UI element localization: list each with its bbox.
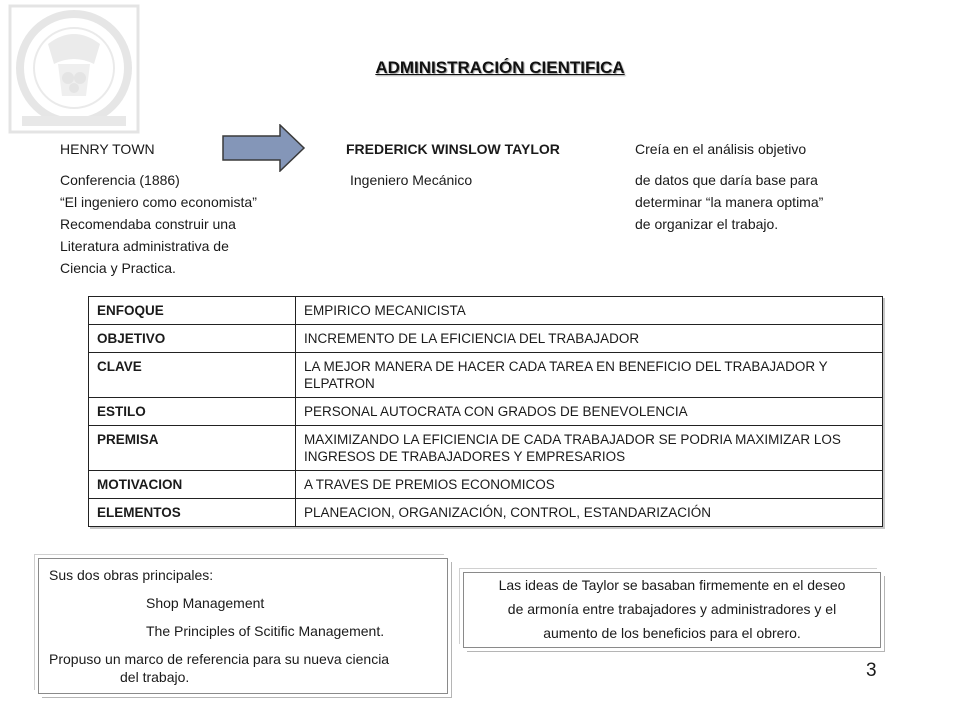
works-intro: Sus dos obras principales:: [49, 567, 214, 583]
right-arrow-icon: [222, 124, 306, 172]
taylor-characteristics-table: [88, 296, 883, 527]
work-title: The Principles of Scitific Management.: [146, 623, 385, 639]
works-summary-line: del trabajo.: [120, 669, 190, 685]
ideas-box: [463, 572, 881, 648]
taylor-belief-column: [635, 138, 823, 235]
works-box: [38, 558, 448, 694]
table-row: [89, 499, 883, 527]
work-title: Shop Management: [146, 595, 265, 611]
row-value: EMPIRICO MECANICISTA: [296, 297, 883, 325]
page-title: ADMINISTRACIÓN CIENTIFICA: [375, 58, 625, 77]
henry-town-line: Recomendaba construir una: [60, 216, 236, 232]
row-value: PERSONAL AUTOCRATA CON GRADOS DE BENEVOLENCIA: [296, 398, 883, 426]
row-value: LA MEJOR MANERA DE HACER CADA TAREA EN BENEFICIO DEL TRABAJADOR Y ELPATRON: [296, 353, 883, 398]
ideas-line: aumento de los beneficios para el obrero.: [543, 625, 801, 641]
page-number: 3: [866, 660, 877, 681]
row-value: MAXIMIZANDO LA EFICIENCIA DE CADA TRABAJADOR SE PODRIA MAXIMIZAR LOS INGRESOS DE TRABAJADORES Y EMPRESARIOS: [296, 426, 883, 471]
row-value: PLANEACION, ORGANIZACIÓN, CONTROL, ESTANDARIZACIÓN: [296, 499, 883, 527]
row-key: ELEMENTOS: [89, 499, 296, 527]
row-key: ESTILO: [89, 398, 296, 426]
row-value: INCREMENTO DE LA EFICIENCIA DEL TRABAJADOR: [296, 325, 883, 353]
henry-town-line: Ciencia y Practica.: [60, 260, 176, 276]
row-key: ENFOQUE: [89, 297, 296, 325]
henry-town-line: Literatura administrativa de: [60, 238, 229, 254]
table-row: [89, 325, 883, 353]
belief-line: determinar “la manera optima”: [635, 194, 824, 210]
belief-line: de organizar el trabajo.: [635, 216, 779, 232]
taylor-name: FREDERICK WINSLOW TAYLOR: [346, 141, 560, 157]
table-row: [89, 471, 883, 499]
table-row: [89, 297, 883, 325]
row-value: A TRAVES DE PREMIOS ECONOMICOS: [296, 471, 883, 499]
taylor-role: Ingeniero Mecánico: [350, 172, 473, 188]
belief-heading: Creía en el análisis objetivo: [635, 141, 807, 157]
table-row: [89, 353, 883, 398]
henry-town-line: “El ingeniero como economista”: [60, 194, 257, 210]
ideas-line: de armonía entre trabajadores y administradores y el: [507, 601, 837, 617]
table-row: [89, 426, 883, 471]
henry-town-name: HENRY TOWN: [60, 141, 155, 157]
row-key: MOTIVACION: [89, 471, 296, 499]
henry-town-line: Conferencia (1886): [60, 172, 180, 188]
works-summary-line: Propuso un marco de referencia para su nueva ciencia: [49, 651, 390, 667]
ideas-line: Las ideas de Taylor se basaban firmemente en el deseo: [498, 577, 846, 593]
taylor-column: [346, 138, 560, 191]
row-key: CLAVE: [89, 353, 296, 398]
table-row: [89, 398, 883, 426]
row-key: PREMISA: [89, 426, 296, 471]
belief-line: de datos que daría base para: [635, 172, 818, 188]
row-key: OBJETIVO: [89, 325, 296, 353]
